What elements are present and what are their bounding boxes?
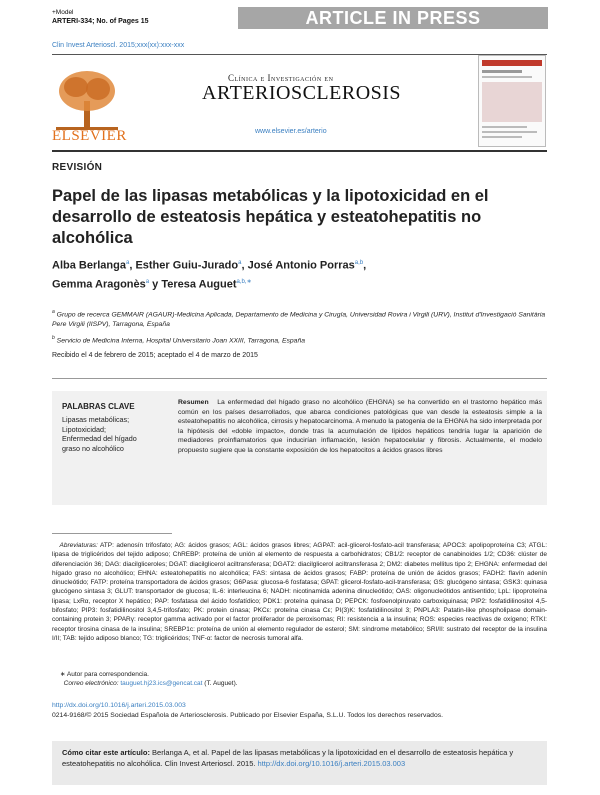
article-ref: ARTERI-334; (52, 18, 95, 25)
affiliations (52, 307, 552, 347)
journal-name-main: ARTERIOSCLEROSIS (202, 82, 402, 104)
abstract-text (178, 398, 542, 456)
journal-cover-thumbnail (478, 55, 546, 147)
author-separator: y (149, 278, 162, 291)
masthead-bottom-rule (52, 150, 547, 152)
how-to-cite-text: Berlanga A, et al. Papel de las lipasas metabólicas y la lipotoxicidad en el desarrollo de esteatosis hepática y esteatohepatitis no alcohólica. Clin Invest Arterioscl. 2015. (62, 748, 514, 768)
doi-block (52, 701, 443, 720)
abbreviations-label: Abreviaturas: (59, 542, 98, 549)
article-header-meta (52, 8, 149, 26)
affiliation-b: $^b$ Servicio de Medicina Interna, Hospital Universitario Joan XXIII, Tarragona, España (52, 335, 306, 345)
author-list (52, 255, 472, 292)
abbreviations-footnote (52, 541, 547, 643)
author-separator: , (241, 259, 248, 272)
keywords-heading: PALABRAS CLAVE (62, 402, 135, 411)
how-to-cite-box (52, 741, 547, 785)
how-to-cite-doi-link[interactable]: http://dx.doi.org/10.1016/j.arteri.2015.03.003 (257, 759, 406, 768)
author-name: Gemma Aragonès (52, 278, 146, 291)
author-name: Alba Berlanga (52, 259, 126, 272)
author-affil-link[interactable]: a,b (354, 260, 364, 266)
section-label: REVISIÓN (52, 162, 103, 173)
abstract-body: La enfermedad del hígado graso no alcohólico (EHGNA) se ha convertido en el trastorno hepático más común en los países desarrollados, que abarca condiciones patológicas que van desde la esteatosis simple a la esteatohepatitis no alcohólica, cirrosis y hepatocarcinoma. A menudo la patogenia de la EHGNA ha sido interpretada por la hipótesis del «doble impacto», donde tras la acumulación de lípidos hepáticos tendría lugar la aparición de mediadores proinflamatorios que inducirían inflamación, lesión hepatocelular y fibrosis. Actualmente, el modelo propuesto sugiere que la constante exposición de los hepatocitos a ácidos grasos libres (178, 399, 542, 454)
journal-citation-line[interactable]: Clin Invest Arterioscl. 2015;xxx(xx):xxx-xxx (52, 42, 185, 49)
article-in-press-banner: ARTICLE IN PRESS (238, 7, 548, 29)
email-label: Correo electrónico: (63, 680, 119, 688)
correspondence-footnote: ∗ Autor para correspondencia. Correo electrónico: tauguet.hj23.ics@gencat.cat (T. Auguet). (60, 671, 238, 688)
keyword-item: Lipasas metabólicas; (62, 415, 130, 424)
author-separator: , (363, 259, 367, 272)
keyword-item: Enfermedad del hígado graso no alcohólico (62, 434, 137, 453)
received-dates: Recibido el 4 de febrero de 2015; aceptado el 4 de marzo de 2015 (52, 352, 258, 359)
abbreviations-text: ATP: adenosín trifosfato; AG: ácidos grasos; AGL: ácidos grasos libres; AGPAT: acil-glicerol-fosfato-acil transferasa; APOC3: apolipoproteína C3; ATGL: lipasa de triglicéridos del tejido adiposo; ChREBP: proteína de unión al elemento de respuesta a carbohidratos; CB1/2: receptor de canabinoides 1/2; CD36: clúster de diferenciación 36; DAG: diacilgliceroles; DGAT: diacilglicerol aciltransferasa; DGAT2: diacilglicerol aciltransferasa 2; DM2: diabetes mellitus tipo 2; EHGNA: enfermedad del hígado graso no alcohólico; EHNA: esteatohepatitis no alcohólica; FAS: sintasa de ácidos grasos; FABP: proteína de unión de ácidos grasos; FADH2: flavín adenín dinucleótido; FATP: proteína transportadora de ácidos grasos; G6Pasa: glucosa-6 fosfatasa; GPAT: glicerol-fosfato-acil-transferasa; GS: glucógeno sintasa; GSK3: quinasa glucógeno sintasa 3; GLUT: transportador de glucosa; IL-6: interleucina 6; NADH: nicotinamida adenina dinucleótido; OAS: oligonucleótidos antisentido; LpL: lipoproteína lipasa; LxRα, receptor X hepático; PAP: fosfatasa del ácido fosfatídico; PDK1: proteína quinasa D; PEPCK: fosfoenolpiruvato carboxiquinasa; PIP2: fosfatidilinositol 4,5-bifosfato; PIP3: fosfatidilinositol 3,4,5-trifosfato; PK: protein cinasa; PKCε: proteína cinasa Cε; PI(3)K: fosfatidilinositol 3; PNPLA3: Patatin-like phospholipase domain-containing protein 3; PPARγ: receptor gamma activado por el factor proliferador de peroxisomas; RI: resistencia a la insulina; ROS: especies reactivas de oxígeno; RTKI: receptor tirosina cinasa de la insulina; SREBP1c: proteína de unión al elemento regulador de esterol; SM: síndrome metabólico; SRI/II: sustrato del receptor de la insulina I/II; TAB: tejido adiposo blanco; TG: triglicéridos; TNF-α: factor de necrosis tumoral alfa. (52, 542, 548, 642)
author-separator: , (129, 259, 136, 272)
corresponding-email-link[interactable]: tauguet.hj23.ics@gencat.cat (120, 680, 203, 688)
doi-link[interactable]: http://dx.doi.org/10.1016/j.arteri.2015.03.003 (52, 702, 186, 709)
corresponding-author-note: Autor para correspondencia. (66, 671, 149, 678)
affiliation-a: $^a$ Grupo de recerca GEMMAIR (AGAUR)-Medicina Aplicada, Departamento de Medicina y Cirugía, Universidad Rovira i Virgili (URV), Institut d'Investigació Sanitària Pere Virgili (IISPV), Tarragona, España (52, 309, 546, 329)
journal-cover-icon (479, 56, 545, 146)
received-rule (52, 378, 547, 379)
footnote-rule (52, 533, 172, 534)
author-affil-link[interactable]: a (238, 260, 242, 266)
author-affil-link[interactable]: a (145, 278, 150, 285)
article-title: Papel de las lipasas metabólicas y la lipotoxicidad en el desarrollo de esteatosis hepática y esteatohepatitis no alcohólica (52, 187, 489, 247)
page-count: No. of Pages 15 (96, 18, 149, 25)
author-name: Esther Guiu-Jurado (135, 259, 239, 272)
how-to-cite-label: Cómo citar este artículo: (62, 748, 150, 757)
masthead-top-rule (52, 54, 547, 55)
email-owner: (T. Auguet). (204, 680, 238, 688)
author-name: José Antonio Porras (247, 259, 355, 272)
author-name: Teresa Auguet (161, 278, 237, 291)
author-affil-link[interactable]: a,b,∗ (236, 278, 252, 285)
elsevier-wordmark: ELSEVIER (52, 128, 127, 144)
journal-name-super: Clínica e Investigación en (228, 73, 334, 83)
keyword-item: Lipotoxicidad; (62, 424, 106, 434)
journal-url-link[interactable]: www.elsevier.es/arterio (255, 128, 327, 135)
copyright-line: 0214-9168/© 2015 Sociedad Española de Arteriosclerosis. Publicado por Elsevier España, S.L.U. Todos los derechos reservados. (52, 711, 444, 719)
abstract-label: Resumen (178, 399, 209, 406)
author-affil-link[interactable]: a (125, 260, 130, 266)
keywords-list (62, 415, 152, 453)
model-label: +Model (52, 9, 74, 16)
